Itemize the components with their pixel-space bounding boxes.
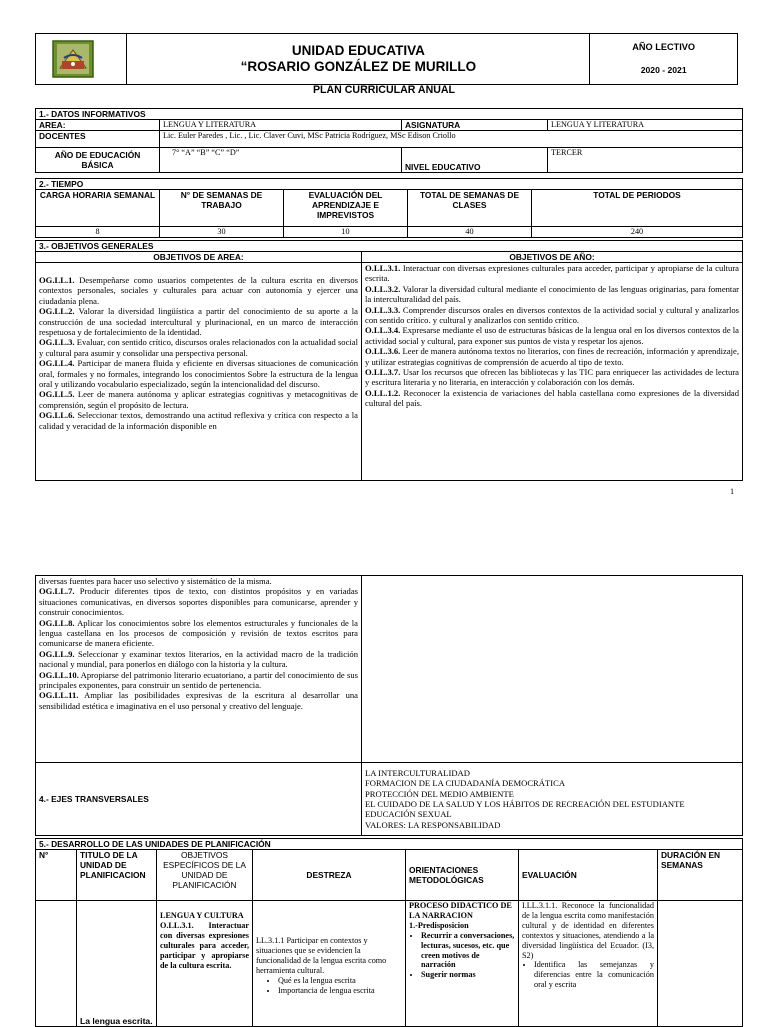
unidad-destreza [253, 901, 406, 1027]
anio-value: 7° “A” “B” “C” “D” [160, 148, 402, 173]
objetivos-anio-empty [362, 576, 743, 763]
objetivo-anio-text: Comprender discursos orales en diversos contextos de la actividad social y cultural y analizarlos con sentido crítico. y cultural y analizarlos con sentido crítico. [365, 304, 739, 326]
unidad-orient-item-1: • Sugerir normas [421, 970, 515, 980]
plan-title: PLAN CURRICULAR ANUAL [312, 84, 456, 96]
unidades-header-2: OBJETIVOS ESPECÍFICOS DE LA UNIDAD DE PLANIFICACIÓN [157, 850, 253, 901]
unidad-objetivo-title: LENGUA Y CULTURA [160, 911, 244, 920]
objetivo-area-text: Evaluar, con sentido crítico, discursos orales relacionados con la actualidad social y cultural para asumir y consolidar una perspectiva personal. [39, 337, 358, 358]
nivel-value: TERCER [548, 148, 743, 173]
unidad-destreza-text: LL.3.1.1 Participar en contextos y situaciones que se evidencien la funcionalidad de la lengua escrita como herramienta cultural. [256, 936, 387, 975]
tiempo-header-0: CARGA HORARIA SEMANAL [36, 190, 160, 227]
objetivo-anio-1 [365, 284, 739, 305]
tiempo-header-3: TOTAL DE SEMANAS DE CLASES [408, 190, 532, 227]
objetivo-area-p2-code: OG.LL.10. [39, 669, 79, 680]
asignatura-label: ASIGNATURA [402, 120, 548, 131]
objetivo-area-p2-text: Apropiarse del patrimonio literario ecuatoriano, a partir del conocimiento de sus principales exponentes, para construir un sentido de pertenencia. [39, 669, 358, 691]
unidad-evaluacion [519, 901, 658, 1027]
objetivos-area-list-cont [36, 576, 362, 763]
objetivo-area-p2-text: Aplicar los conocimientos sobre los elementos estructurales y funcionales de la lengua castellana en los procesos de composición y revisión de textos escritos para comunicarse de manera eficiente. [39, 617, 358, 649]
year-value: 2020 - 2021 [640, 65, 687, 75]
tiempo-value-2: 10 [284, 227, 408, 238]
objetivo-area-p2-code: OG.LL.11. [39, 690, 79, 701]
datos-section-title: 1.- DATOS INFORMATIVOS [36, 109, 743, 120]
unidades-header-5: EVALUACIÓN [519, 850, 658, 901]
unidad-titulo: La lengua escrita. [77, 901, 157, 1027]
eje-item-2: PROTECCIÓN DEL MEDIO AMBIENTE [365, 788, 514, 799]
objetivo-area-p2-0 [39, 586, 358, 617]
objetivo-area-code: OG.LL.3. [39, 337, 75, 348]
objetivo-anio-code: O.LL.3.2. [365, 283, 401, 294]
objetivo-anio-text: Expresarse mediante el uso de estructuras básicas de la lengua oral en los diversos contextos de la actividad social y cultural, para exponer sus puntos de vista y respetar los ajenos. [365, 325, 739, 346]
objetivo-anio-code: O.LL.3.3. [365, 304, 401, 315]
unidad-objetivo-text [160, 921, 249, 971]
area-value: LENGUA Y LITERATURA [160, 120, 402, 131]
objetivo-area-code: OG.LL.6. [39, 410, 75, 421]
objetivos-area-header: OBJETIVOS DE AREA: [36, 252, 362, 263]
objetivo-anio-3 [365, 325, 739, 346]
tiempo-value-1: 30 [160, 227, 284, 238]
unidad-orient-title: PROCESO DIDACTICO DE LA NARRACION [409, 901, 512, 920]
unidad-orient-sub: 1.-Predisposicion [409, 920, 469, 930]
objetivo-anio-4 [365, 346, 739, 367]
tiempo-header-2: EVALUACIÓN DEL APRENDIZAJE E IMPREVISTOS [284, 190, 408, 227]
asignatura-value: LENGUA Y LITERATURA [548, 120, 743, 131]
objetivo-area-text: Desempeñarse como usuarios competentes de la cultura escrita en diversos contextos personales, sociales y culturales para actuar con autonomía y ejercer una ciudadanía plena. [39, 275, 358, 306]
objetivo-area-code: OG.LL.4. [39, 358, 75, 369]
objetivo-anio-code: O.LL.3.7. [365, 367, 401, 378]
unidad-objetivo-body: Interactuar con diversas expresiones culturales para acceder, participar y apropiarse de la cultura escrita. [160, 920, 249, 970]
objetivo-anio-code: O.LL.3.4. [365, 325, 401, 336]
unidad-objetivo [157, 901, 253, 1027]
school-logo [52, 40, 94, 78]
tiempo-value-3: 40 [408, 227, 532, 238]
eje-item-3: EL CUIDADO DE LA SALUD Y LOS HÁBITOS DE RECREACIÓN DEL ESTUDIANTE [365, 799, 685, 809]
objetivo-anio-text: Interactuar con diversas expresiones culturales para acceder, participar y apropiarse de la cultura escrita. [365, 263, 739, 284]
docentes-label: DOCENTES [36, 131, 160, 148]
objetivo-anio-2 [365, 305, 739, 326]
objetivos-anio-list [362, 263, 743, 481]
area-label: AREA: [36, 120, 160, 131]
objetivo-area-5 [39, 410, 358, 431]
docentes-value: Lic. Euler Paredes , Lic. , Lic. Claver Cuvi, MSc Patricia Rodríguez, MSc Edison Criollo [160, 131, 743, 148]
objetivo-area-p2-1 [39, 618, 358, 649]
unidades-header-6: DURACIÓN EN SEMANAS [658, 850, 743, 901]
objetivo-area-0 [39, 275, 358, 306]
unidad-eval-item-0: • Identifica las semejanzas y diferencias entre la comunicación oral y escrita [534, 960, 654, 990]
tiempo-header-4: TOTAL DE PERIODOS [532, 190, 743, 227]
tiempo-header-1: N° DE SEMANAS DE TRABAJO [160, 190, 284, 227]
eje-item-0: LA INTERCULTURALIDAD [365, 767, 470, 778]
tiempo-value-0: 8 [36, 227, 160, 238]
objetivo-anio-code: O.LL.3.6. [365, 346, 401, 357]
objetivo-area-3 [39, 358, 358, 389]
objetivos-area-cont-text: diversas fuentes para hacer uso selectivo y sistemático de la misma. [39, 576, 272, 586]
objetivo-anio-text: Reconocer la existencia de variaciones del habla castellana como expresiones de la diversidad cultural del país. [365, 387, 739, 409]
unidad-eval-text: I.LL.3.1.1. Reconoce la funcionalidad de la lengua escrita como manifestación cultural y de identidad en diferentes contextos y situaciones, atendiendo a la diversidad lingüística del Ecuador. (I3, S2) [522, 901, 654, 960]
page-number: 1 [730, 487, 735, 496]
objetivo-area-text: Valorar la diversidad lingüística a partir del conocimiento de su aporte a la construcción de una sociedad intercultural y plurinacional, en un marco de interacción respetuosa y de fortalecimiento de la identidad. [39, 306, 358, 338]
unidad-orientaciones [406, 901, 519, 1027]
objetivo-area-code: OG.LL.2. [39, 306, 75, 317]
unidad-num [36, 901, 77, 1027]
eje-item-4: EDUCACIÓN SEXUAL [365, 809, 452, 820]
anio-label: AÑO DE EDUCACIÓN BÁSICA [36, 148, 160, 173]
objetivo-area-p2-text: Seleccionar y examinar textos literarios, en la actividad macro de la tradición nacional y mundial, para ponerlos en diálogo con la historia y la cultura. [39, 648, 358, 670]
unidad-duracion [658, 901, 743, 1027]
unidad-objetivo-code: O.LL.3.1. [160, 920, 194, 930]
datos-table [35, 108, 743, 173]
objetivo-anio-5 [365, 367, 739, 388]
objetivo-area-2 [39, 337, 358, 358]
objetivo-area-p2-text: Producir diferentes tipos de texto, con distintos propósitos y en variadas situaciones comunicativas, en diversos soportes disponibles para comunicarse, aprender y construir conocimientos. [39, 586, 358, 618]
unidad-orient-item-0: • Recurrir a conversaciones, lecturas, sucesos, etc. que creen motivos de narración [421, 931, 515, 971]
objetivo-area-text: Seleccionar textos, demostrando una actitud reflexiva y crítica con respecto a la calidad y veracidad de la información disponible en [39, 410, 358, 431]
objetivo-area-4 [39, 389, 358, 410]
unidades-table [35, 838, 743, 1027]
school-name-line2: “ROSARIO GONZÁLEZ DE MURILLO [240, 59, 477, 74]
header-table [35, 33, 738, 85]
objetivo-area-1 [39, 306, 358, 337]
objetivos-table [35, 240, 743, 481]
nivel-label: NIVEL EDUCATIVO [402, 148, 548, 173]
school-name-line1: UNIDAD EDUCATIVA [291, 43, 425, 58]
objetivo-anio-text: Leer de manera autónoma textos no literarios, con fines de recreación, información y aprendizaje, y utilizar estrategias cognitivas de comprensión de acuerdo al tipo de texto. [365, 346, 739, 367]
objetivo-area-text: Participar de manera fluida y eficiente en diversas situaciones de comunicación oral, formales y no formales, integrando los conocimientos Sobre la estructura de la lengua oral y utilizando vocabulario especializado, según la intencionalidad del discurso. [39, 358, 358, 390]
unidades-header-3: DESTREZA [253, 850, 406, 901]
objetivos-area-list [36, 263, 362, 481]
unidades-header-0: N° [36, 850, 77, 901]
objetivo-area-p2-4 [39, 690, 358, 711]
objetivos-section-title: 3.- OBJETIVOS GENERALES [36, 241, 743, 252]
unidades-section-title: 5.- DESARROLLO DE LAS UNIDADES DE PLANIFICACIÓN [36, 839, 743, 850]
tiempo-table [35, 178, 743, 238]
unidad-destreza-item-0: • Qué es la lengua escrita [278, 976, 402, 986]
year-cell [590, 34, 738, 85]
objetivo-area-p2-2 [39, 649, 358, 670]
tiempo-section-title: 2.- TIEMPO [36, 179, 743, 190]
year-label: AÑO LECTIVO [632, 42, 696, 52]
school-name-cell [127, 34, 590, 85]
objetivo-area-code: OG.LL.1. [39, 275, 75, 285]
objetivo-area-p2-code: OG.LL.8. [39, 617, 75, 628]
ejes-list [362, 763, 743, 836]
objetivo-anio-text: Valorar la diversidad cultural mediante el conocimiento de las lenguas originarias, para fomentar la interculturalidad del país. [365, 283, 739, 305]
tiempo-value-4: 240 [532, 227, 743, 238]
ejes-label: 4.- EJES TRANSVERSALES [36, 763, 362, 836]
objetivo-area-p2-code: OG.LL.7. [39, 586, 75, 597]
unidades-header-1: TITULO DE LA UNIDAD DE PLANIFICACION [77, 850, 157, 901]
eje-item-1: FORMACION DE LA CIUDADANÍA DEMOCRÁTICA [365, 778, 566, 789]
objetivo-area-p2-3 [39, 670, 358, 691]
objetivo-anio-text: Usar los recursos que ofrecen las bibliotecas y las TIC para enriquecer las actividades de lectura y escritura literaria y no literaria, en interacción y colaboración con los demás. [365, 367, 739, 388]
objetivo-area-p2-code: OG.LL.9. [39, 648, 75, 659]
objetivo-area-code: OG.LL.5. [39, 389, 75, 400]
logo-cell [36, 34, 127, 85]
objetivo-anio-0 [365, 263, 739, 284]
objetivos-cont-table [35, 575, 743, 836]
unidades-header-4: ORIENTACIONES METODOLÓGICAS [406, 850, 519, 901]
objetivo-anio-6 [365, 388, 739, 409]
objetivos-anio-header: OBJETIVOS DE AÑO: [362, 252, 743, 263]
objetivo-anio-code: O.LL.3.1. [365, 263, 401, 273]
unidad-destreza-item-1: • Importancia de lengua escrita [278, 986, 402, 996]
objetivo-area-p2-text: Ampliar las posibilidades expresivas de la escritura al desarrollar una sensibilidad estética e imaginativa en el uso personal y creativo del lenguaje. [39, 690, 358, 711]
eje-item-5: VALORES: LA RESPONSABILIDAD [365, 819, 501, 830]
objetivo-area-text: Leer de manera autónoma y aplicar estrategias cognitivas y metacognitivas de comprensión, según el propósito de lectura. [39, 389, 358, 410]
objetivo-anio-code: O.LL.1.2. [365, 387, 401, 398]
